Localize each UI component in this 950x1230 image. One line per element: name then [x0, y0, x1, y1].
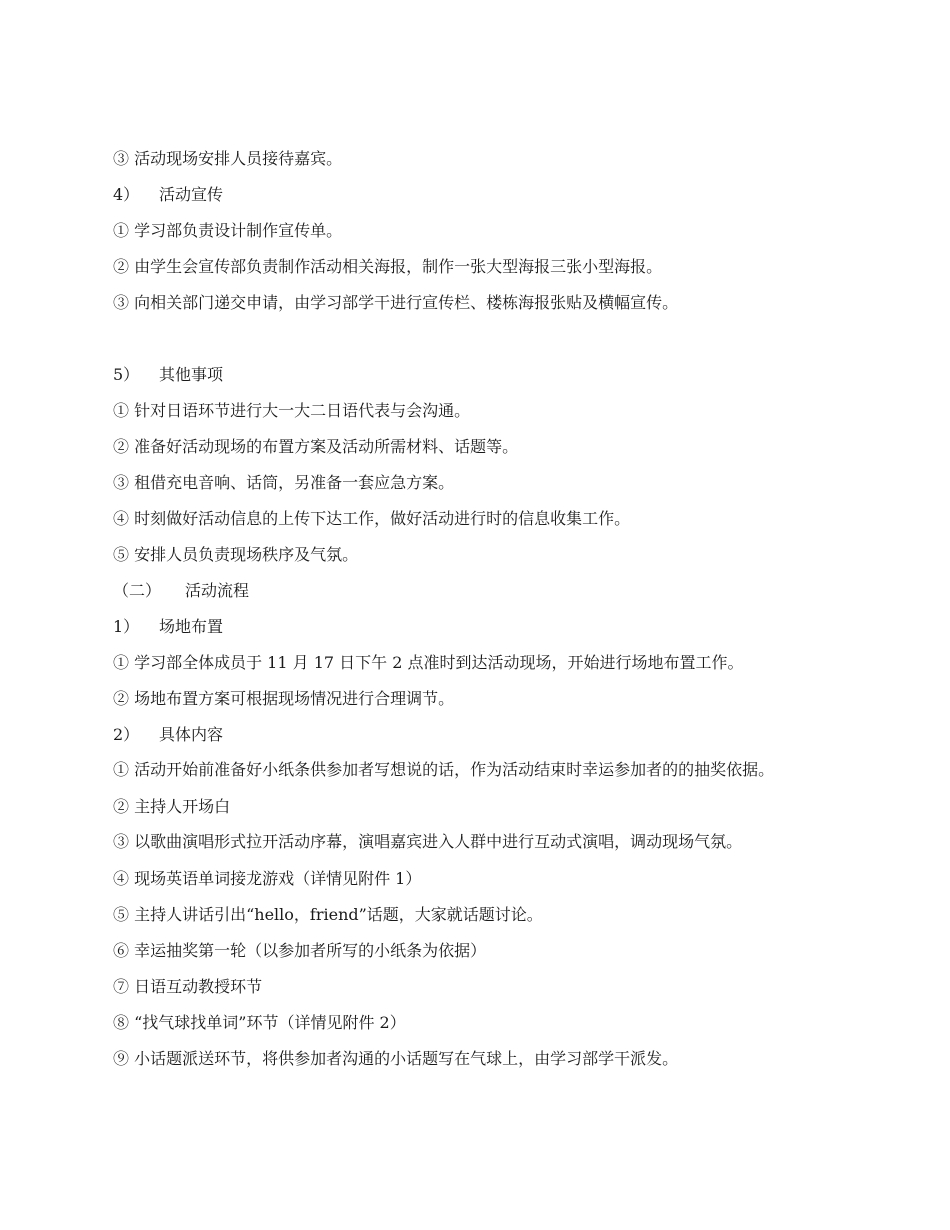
heading-number: 2） [113, 725, 140, 744]
list-item: ⑤ 安排人员负责现场秩序及气氛。 [113, 545, 359, 564]
heading-text: 其他事项 [159, 365, 224, 384]
heading-text: 场地布置 [159, 617, 224, 636]
list-item: ⑨ 小话题派送环节，将供参加者沟通的小话题写在气球上，由学习部学干派发。 [113, 1049, 679, 1068]
heading-text: 活动流程 [185, 581, 250, 600]
heading-number: 1） [113, 617, 140, 636]
heading-text: 具体内容 [159, 725, 224, 744]
list-item: ② 准备好活动现场的布置方案及活动所需材料、话题等。 [113, 437, 519, 456]
list-item: ⑥ 幸运抽奖第一轮（以参加者所写的小纸条为依据） [113, 941, 487, 960]
list-item: ① 学习部负责设计制作宣传单。 [113, 221, 343, 240]
blank-line [113, 328, 833, 364]
list-item: ⑦ 日语互动教授环节 [113, 977, 263, 996]
heading-text: 活动宣传 [159, 185, 224, 204]
section-heading [113, 184, 833, 205]
document-body [113, 148, 833, 1084]
section-heading [113, 724, 833, 745]
list-item: ① 活动开始前准备好小纸条供参加者写想说的话，作为活动结束时幸运参加者的的抽奖依据。 [113, 760, 775, 779]
heading-number: （二） [113, 581, 162, 600]
list-item: ④ 时刻做好活动信息的上传下达工作，做好活动进行时的信息收集工作。 [113, 509, 631, 528]
list-item: ③ 以歌曲演唱形式拉开活动序幕，演唱嘉宾进入人群中进行互动式演唱，调动现场气氛。 [113, 832, 743, 851]
list-item: ④ 现场英语单词接龙游戏（详情见附件 1） [113, 869, 422, 888]
section-heading [113, 364, 833, 385]
section-heading [113, 616, 833, 637]
list-item: ① 学习部全体成员于 11 月 17 日下午 2 点准时到达活动现场，开始进行场地布置工作。 [113, 653, 744, 672]
list-item: ⑤ 主持人讲话引出“hello，friend”话题，大家就话题讨论。 [113, 905, 543, 924]
list-item: ① 针对日语环节进行大一大二日语代表与会沟通。 [113, 401, 471, 420]
list-item: ② 由学生会宣传部负责制作活动相关海报，制作一张大型海报三张小型海报。 [113, 257, 663, 276]
list-item: ⑧ “找气球找单词”环节（详情见附件 2） [113, 1013, 406, 1032]
list-item: ② 主持人开场白 [113, 797, 231, 816]
list-item: ② 场地布置方案可根据现场情况进行合理调节。 [113, 689, 455, 708]
section-heading [113, 580, 833, 601]
list-item: ③ 向相关部门递交申请，由学习部学干进行宣传栏、楼栋海报张贴及横幅宣传。 [113, 293, 679, 312]
heading-number: 4） [113, 185, 140, 204]
list-item: ③ 租借充电音响、话筒，另准备一套应急方案。 [113, 473, 455, 492]
list-item: ③ 活动现场安排人员接待嘉宾。 [113, 149, 343, 168]
heading-number: 5） [113, 365, 140, 384]
